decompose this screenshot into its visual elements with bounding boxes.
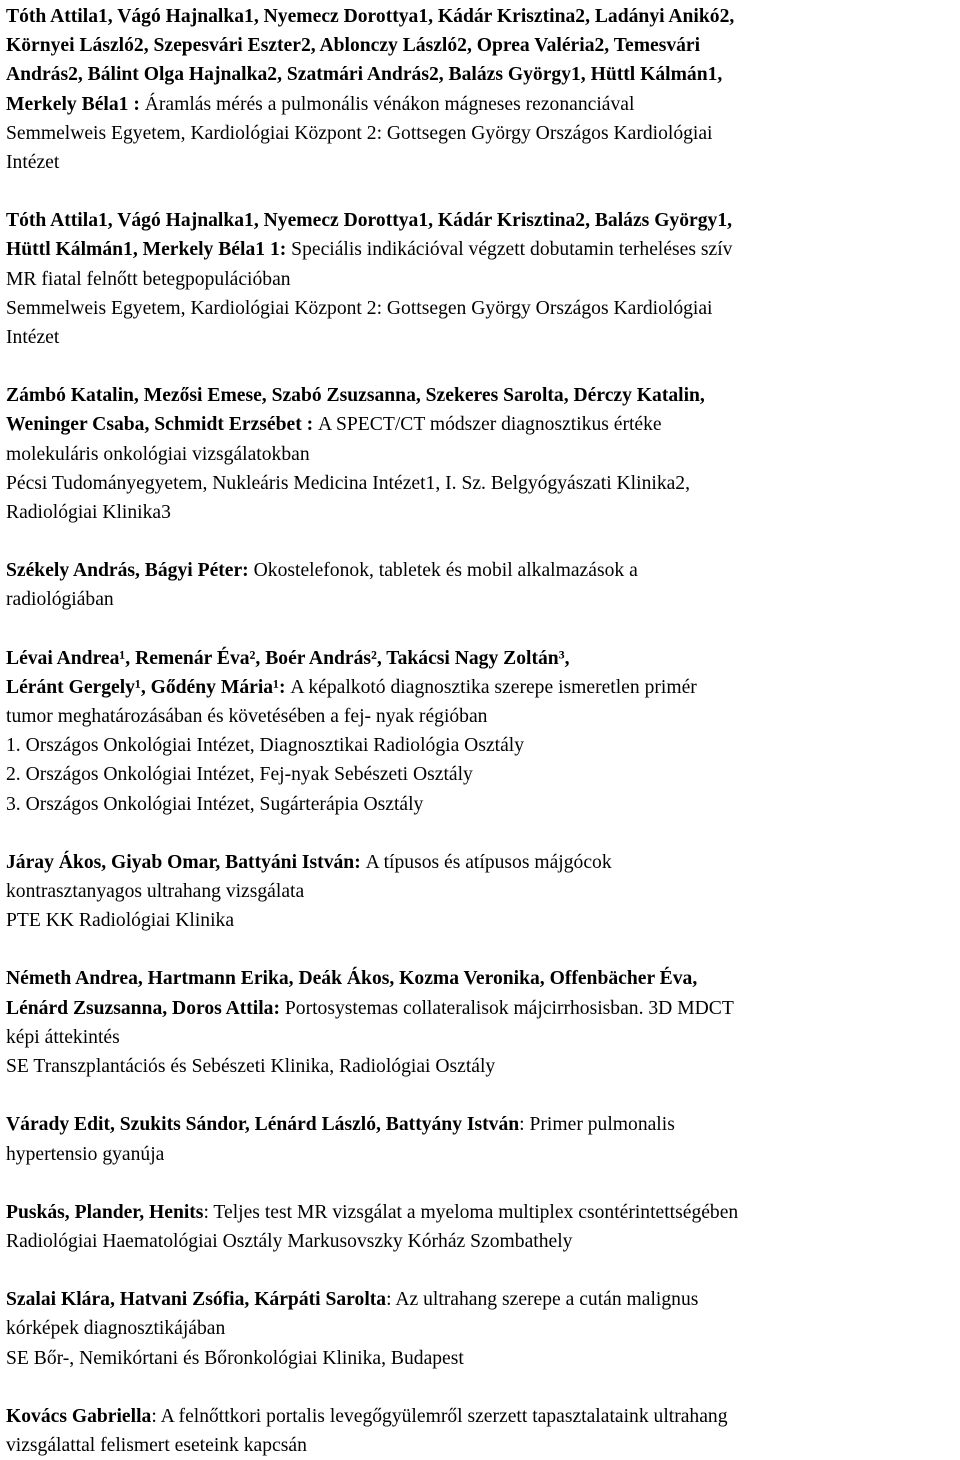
text-line	[6, 294, 954, 323]
text-line	[6, 1314, 954, 1343]
authors-text: András2, Bálint Olga Hajnalka2, Szatmári András2, Balázs György1, Hüttl Kálmán1,	[6, 64, 723, 86]
text-line	[6, 644, 954, 673]
body-text: kontrasztanyagos ultrahang vizsgálata	[6, 881, 305, 903]
authors-text: Merkely Béla1 :	[6, 93, 145, 115]
body-text: A SPECT/CT módszer diagnosztikus értéke	[318, 414, 662, 436]
body-text: : Teljes test MR vizsgálat a myeloma multiplex csontérintettségében	[203, 1201, 739, 1223]
abstract-entry	[6, 1402, 954, 1460]
authors-text: Székely András, Bágyi Péter:	[6, 560, 254, 582]
authors-text: Zámbó Katalin, Mezősi Emese, Szabó Zsuzsanna, Szekeres Sarolta, Dérczy Katalin,	[6, 385, 705, 407]
text-line	[6, 906, 954, 935]
text-line	[6, 381, 954, 410]
body-text: hypertensio gyanúja	[6, 1143, 165, 1165]
text-line	[6, 1344, 954, 1373]
body-text: vizsgálattal felismert eseteink kapcsán	[6, 1434, 307, 1456]
body-text: Pécsi Tudományegyetem, Nukleáris Medicina Intézet1, I. Sz. Belgyógyászati Klinika2,	[6, 472, 691, 494]
body-text: Áramlás mérés a pulmonális vénákon mágneses rezonanciával	[144, 93, 635, 115]
authors-text: Tóth Attila1, Vágó Hajnalka1, Nyemecz Dorottya1, Kádár Krisztina2, Balázs György1,	[6, 210, 733, 232]
body-text: Okostelefonok, tabletek és mobil alkalmazások a	[253, 560, 638, 582]
authors-text: Szalai Klára, Hatvani Zsófia, Kárpáti Sarolta	[6, 1289, 387, 1311]
text-line	[6, 265, 954, 294]
text-line	[6, 585, 954, 614]
text-line	[6, 469, 954, 498]
text-line	[6, 994, 954, 1023]
text-line	[6, 60, 954, 89]
body-text: kórképek diagnosztikájában	[6, 1318, 226, 1340]
text-line	[6, 1285, 954, 1314]
body-text: : Primer pulmonalis	[519, 1114, 675, 1136]
abstract-entry	[6, 848, 954, 936]
text-line	[6, 1023, 954, 1052]
text-line	[6, 148, 954, 177]
abstract-entry	[6, 1198, 954, 1256]
body-text: radiológiában	[6, 589, 114, 611]
body-text: A képalkotó diagnosztika szerepe ismeretlen primér	[290, 676, 697, 698]
abstract-entry	[6, 1110, 954, 1168]
authors-text: Hüttl Kálmán1, Merkely Béla1 1:	[6, 239, 292, 261]
text-line	[6, 206, 954, 235]
body-text: Semmelweis Egyetem, Kardiológiai Központ 2: Gottsegen György Országos Kardiológiai	[6, 297, 713, 319]
text-line	[6, 90, 954, 119]
authors-text: Környei László2, Szepesvári Eszter2, Ablonczy László2, Oprea Valéria2, Temesvári	[6, 35, 701, 57]
authors-text: Tóth Attila1, Vágó Hajnalka1, Nyemecz Dorottya1, Kádár Krisztina2, Ladányi Anikó2,	[6, 6, 735, 27]
text-line	[6, 235, 954, 264]
text-line	[6, 848, 954, 877]
body-text: 1. Országos Onkológiai Intézet, Diagnosztikai Radiológia Osztály	[6, 735, 525, 757]
text-line	[6, 731, 954, 760]
body-text: tumor meghatározásában és követésében a fej- nyak régióban	[6, 706, 488, 728]
body-text: Speciális indikációval végzett dobutamin terheléses szív	[291, 239, 733, 261]
authors-text: Weninger Csaba, Schmidt Erzsébet :	[6, 414, 319, 436]
body-text: A típusos és atípusos májgócok	[365, 851, 612, 873]
text-line	[6, 556, 954, 585]
text-line	[6, 119, 954, 148]
text-line	[6, 1198, 954, 1227]
authors-text: Németh Andrea, Hartmann Erika, Deák Ákos, Kozma Veronika, Offenbächer Éva,	[6, 968, 698, 990]
body-text: képi áttekintés	[6, 1026, 120, 1048]
body-text: SE Bőr-, Nemikórtani és Bőronkológiai Klinika, Budapest	[6, 1347, 464, 1369]
body-text: Semmelweis Egyetem, Kardiológiai Központ 2: Gottsegen György Országos Kardiológiai	[6, 122, 713, 144]
text-line	[6, 877, 954, 906]
text-line	[6, 673, 954, 702]
body-text: 2. Országos Onkológiai Intézet, Fej-nyak Sebészeti Osztály	[6, 764, 473, 786]
authors-text: Lénárd Zsuzsanna, Doros Attila:	[6, 997, 285, 1019]
body-text: Intézet	[6, 327, 60, 349]
authors-text: Puskás, Plander, Henits	[6, 1201, 204, 1223]
abstract-entry	[6, 644, 954, 819]
authors-text: Léránt Gergely¹, Gődény Mária¹:	[6, 676, 291, 698]
authors-text: Járay Ákos, Giyab Omar, Battyáni István:	[6, 851, 366, 873]
text-line	[6, 760, 954, 789]
abstract-entry	[6, 1285, 954, 1373]
text-line	[6, 1110, 954, 1139]
body-text: Intézet	[6, 152, 60, 174]
text-line	[6, 702, 954, 731]
body-text: 3. Országos Onkológiai Intézet, Sugárterápia Osztály	[6, 793, 424, 815]
body-text: : A felnőttkori portalis levegőgyülemről szerzett tapasztalataink ultrahang	[151, 1405, 728, 1427]
text-line	[6, 410, 954, 439]
authors-text: Lévai Andrea¹, Remenár Éva², Boér András², Takácsi Nagy Zoltán³,	[6, 647, 570, 669]
body-text: Portosystemas collateralisok májcirrhosisban. 3D MDCT	[284, 997, 734, 1019]
text-line	[6, 1052, 954, 1081]
abstract-entry	[6, 2, 954, 177]
body-text: PTE KK Radiológiai Klinika	[6, 910, 235, 932]
body-text: molekuláris onkológiai vizsgálatokban	[6, 443, 310, 465]
body-text: : Az ultrahang szerepe a cután malignus	[386, 1289, 699, 1311]
text-line	[6, 498, 954, 527]
authors-text: Várady Edit, Szukits Sándor, Lénárd László, Battyány István	[6, 1114, 520, 1136]
text-line	[6, 1140, 954, 1169]
text-line	[6, 323, 954, 352]
body-text: Radiológiai Haematológiai Osztály Markusovszky Kórház Szombathely	[6, 1230, 573, 1252]
text-line	[6, 440, 954, 469]
abstract-entry	[6, 964, 954, 1081]
text-line	[6, 964, 954, 993]
text-line	[6, 1227, 954, 1256]
body-text: MR fiatal felnőtt betegpopulációban	[6, 268, 291, 290]
text-line	[6, 31, 954, 60]
body-text: Radiológiai Klinika3	[6, 502, 171, 524]
abstract-entry	[6, 556, 954, 614]
abstract-entry	[6, 206, 954, 352]
text-line	[6, 1402, 954, 1431]
abstract-entry	[6, 381, 954, 527]
authors-text: Kovács Gabriella	[6, 1405, 152, 1427]
body-text: SE Transzplantációs és Sebészeti Klinika, Radiológiai Osztály	[6, 1056, 496, 1078]
text-line	[6, 790, 954, 819]
text-line	[6, 2, 954, 31]
